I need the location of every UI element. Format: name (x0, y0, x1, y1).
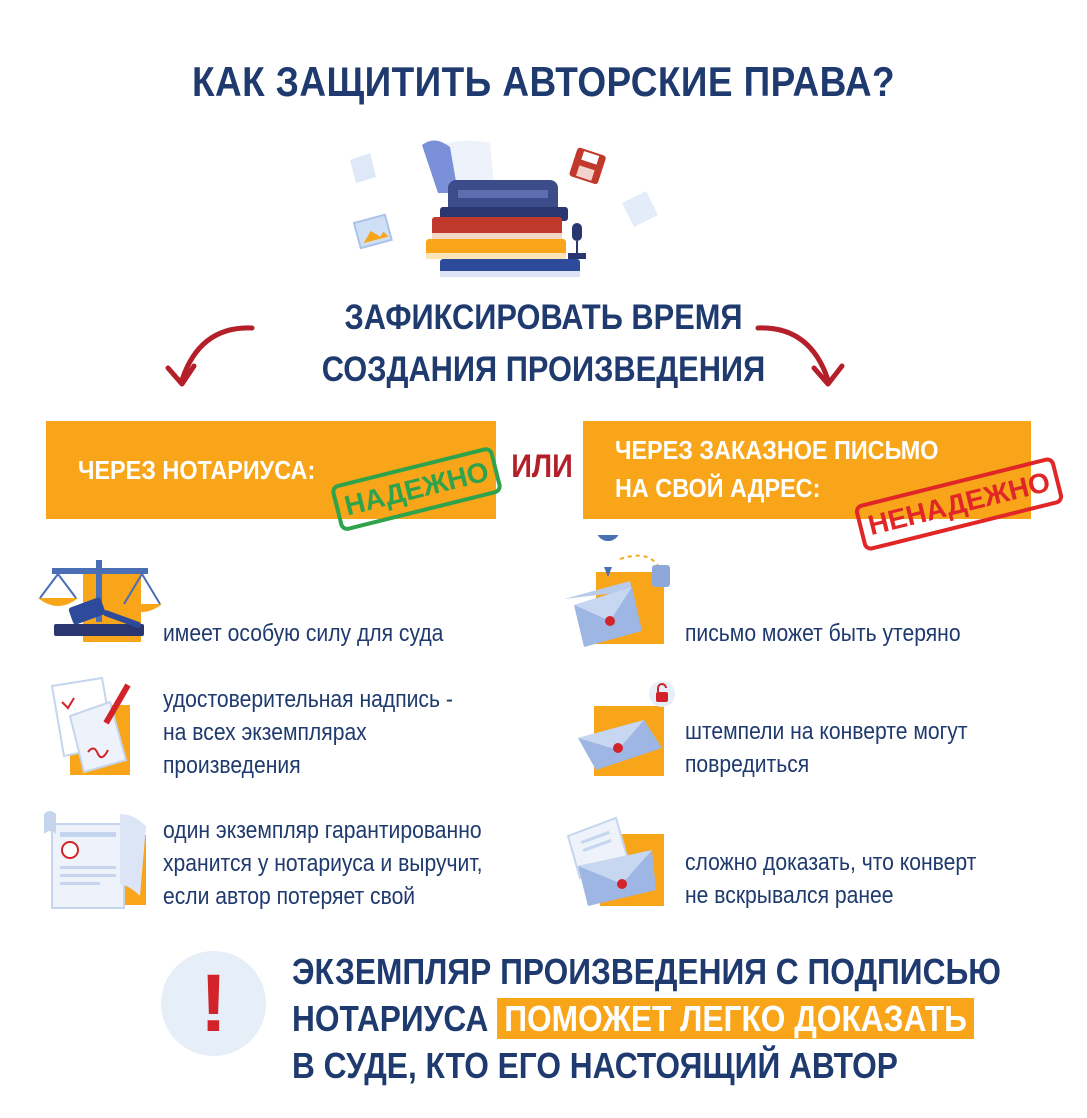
page-title: КАК ЗАЩИТИТЬ АВТОРСКИЕ ПРАВА? (191, 58, 896, 105)
letter-option-label-line-2: НА СВОЙ АДРЕС: (615, 473, 821, 503)
conclusion-line-2: НОТАРИУСА ПОМОЖЕТ ЛЕГКО ДОКАЗАТЬ (292, 995, 1001, 1042)
typewriter-books-illustration (340, 135, 670, 285)
notary-benefit-2: удостоверительная надпись - на всех экземплярах произведения (163, 686, 453, 779)
subtitle-line-2: СОЗДАНИЯ ПРОИЗВЕДЕНИЯ (321, 350, 766, 389)
arrow-right-icon (752, 318, 852, 398)
unreliable-stamp: НЕНАДЕЖНО (853, 456, 1065, 552)
conclusion-highlight: ПОМОЖЕТ ЛЕГКО ДОКАЗАТЬ (497, 998, 974, 1039)
photo-icon (354, 215, 392, 248)
envelope-location-icon (560, 535, 685, 650)
subtitle-line-1: ЗАФИКСИРОВАТЬ ВРЕМЯ (344, 298, 743, 337)
letter-risk-2: штемпели на конверте могут повредиться (685, 718, 968, 778)
or-connector: ИЛИ (511, 448, 573, 484)
conclusion-line-1: ЭКЗЕМПЛЯР ПРОИЗВЕДЕНИЯ С ПОДПИСЬЮ (292, 951, 1001, 992)
envelope-lock-icon (570, 678, 685, 778)
notary-benefit-1: имеет особую силу для суда (163, 620, 444, 647)
letter-option-label-line-1: ЧЕРЕЗ ЗАКАЗНОЕ ПИСЬМО (615, 435, 939, 465)
conclusion-text (292, 948, 1001, 1089)
reliable-stamp: НАДЕЖНО (330, 445, 504, 532)
signed-documents-icon (48, 676, 143, 776)
envelope-open-icon (562, 810, 672, 910)
letter-risk-1: письмо может быть утеряно (685, 620, 961, 647)
letter-risk-3: сложно доказать, что конверт не вскрывался ранее (685, 849, 977, 909)
arrow-left-icon (160, 318, 260, 398)
notary-benefit-3: один экземпляр гарантированно хранится у нотариуса и выручит, если автор потеряет свой (163, 817, 483, 910)
notary-option-label: ЧЕРЕЗ НОТАРИУСА: (78, 455, 316, 485)
conclusion-line-3: В СУДЕ, КТО ЕГО НАСТОЯЩИЙ АВТОР (292, 1045, 898, 1086)
floppy-disk-icon (569, 147, 607, 185)
exclamation-icon: ! (199, 958, 228, 1049)
scales-gavel-icon (30, 552, 170, 647)
certificate-icon (42, 810, 157, 910)
